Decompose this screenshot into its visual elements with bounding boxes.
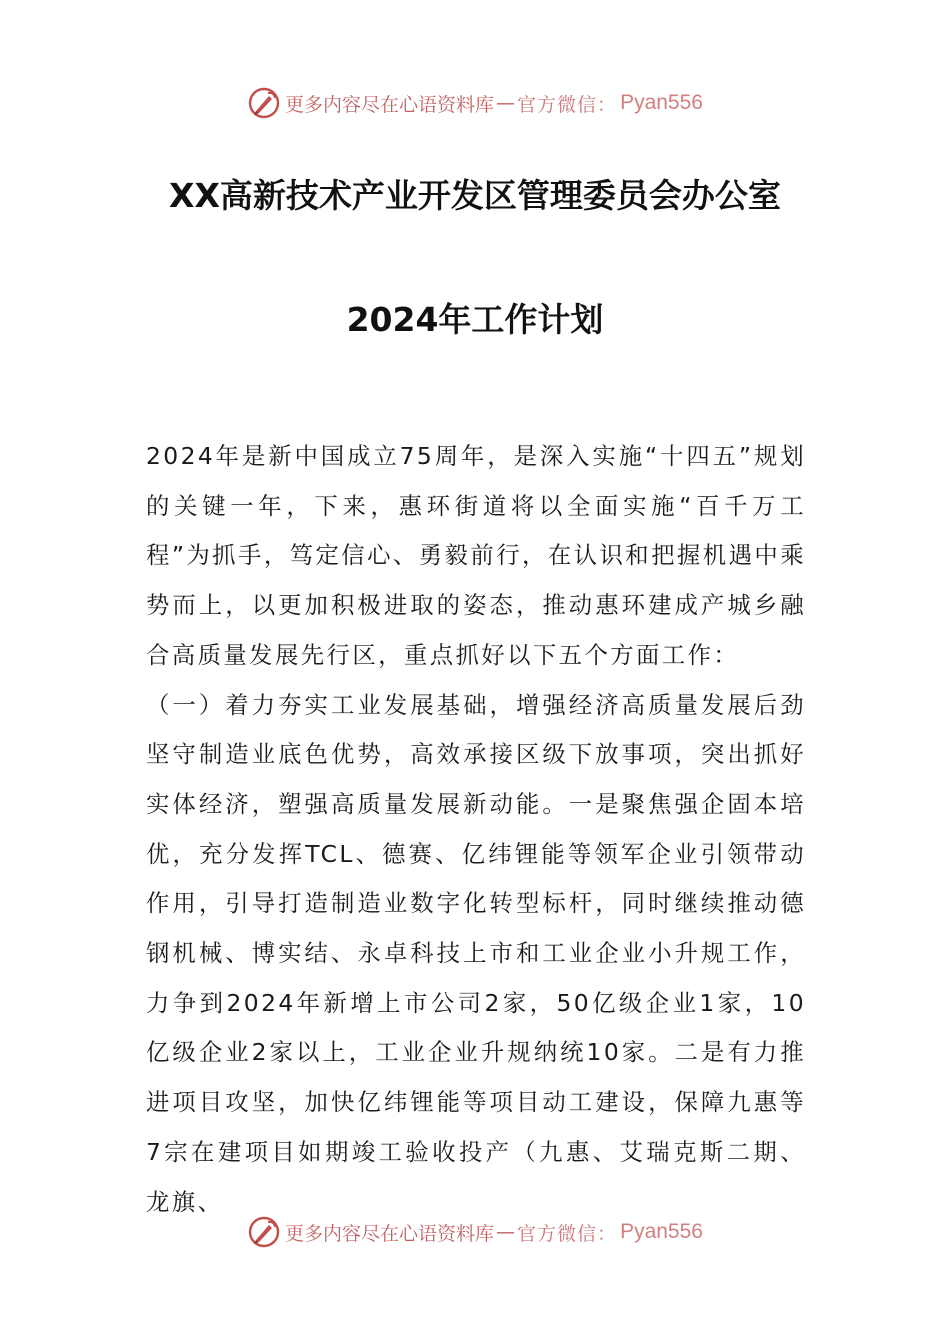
body-paragraph: （一）着力夯实工业发展基础，增强经济高质量发展后劲坚守制造业底色优势，高效承接区级下放事项，突出抓好实体经济，塑强高质量发展新动能。一是聚焦强企固本培优，充分发挥TCL、德赛、亿纬锂能等领军企业引领带动作用，引导打造制造业数字化转型标杆，同时继续推动德钢机械、博实结、永卓科技上市和工业企业小升规工作，力争到2024年新增上市公司2家，50亿级企业1家，10亿级企业2家以上，工业企业升规纳统10家。二是有力推进项目攻坚，加快亿纬锂能等项目动工建设，保障九惠等7宗在建项目如期竣工验收投产（九惠、艾瑞克斯二期、龙旗、 xyxy=(146,690,806,1216)
banner-site-text: 更多内容尽在心语资料库 xyxy=(285,93,495,116)
banner-site-text: 更多内容尽在心语资料库 xyxy=(285,1222,495,1245)
pen-logo-icon xyxy=(247,1215,281,1249)
document-title-line2: 2024年工作计划 xyxy=(346,300,604,339)
banner-dash: — xyxy=(496,92,516,114)
banner-wechat-handle: Pyan556 xyxy=(620,1220,703,1243)
banner-colon: ： xyxy=(597,1222,617,1245)
banner-wechat-label: 官方微信 xyxy=(517,93,598,116)
banner-dash: — xyxy=(496,1221,516,1243)
banner-wechat-label: 官方微信 xyxy=(517,1222,598,1245)
document-body xyxy=(146,432,806,1227)
document-title-line1: XX高新技术产业开发区管理委员会办公室 xyxy=(169,176,781,215)
pen-logo-icon xyxy=(247,86,281,120)
banner-colon: ： xyxy=(597,93,617,116)
banner-wechat-handle: Pyan556 xyxy=(620,91,703,114)
footer-banner xyxy=(0,1212,950,1252)
header-banner xyxy=(0,83,950,123)
body-paragraph: 2024年是新中国成立75周年，是深入实施“十四五”规划的关键一年，下来，惠环街道将以全面实施“百千万工程”为抓手，笃定信心、勇毅前行，在认识和把握机遇中乘势而上，以更加积极进取的姿态，推动惠环建成产城乡融合高质量发展先行区，重点抓好以下五个方面工作： xyxy=(146,442,806,669)
